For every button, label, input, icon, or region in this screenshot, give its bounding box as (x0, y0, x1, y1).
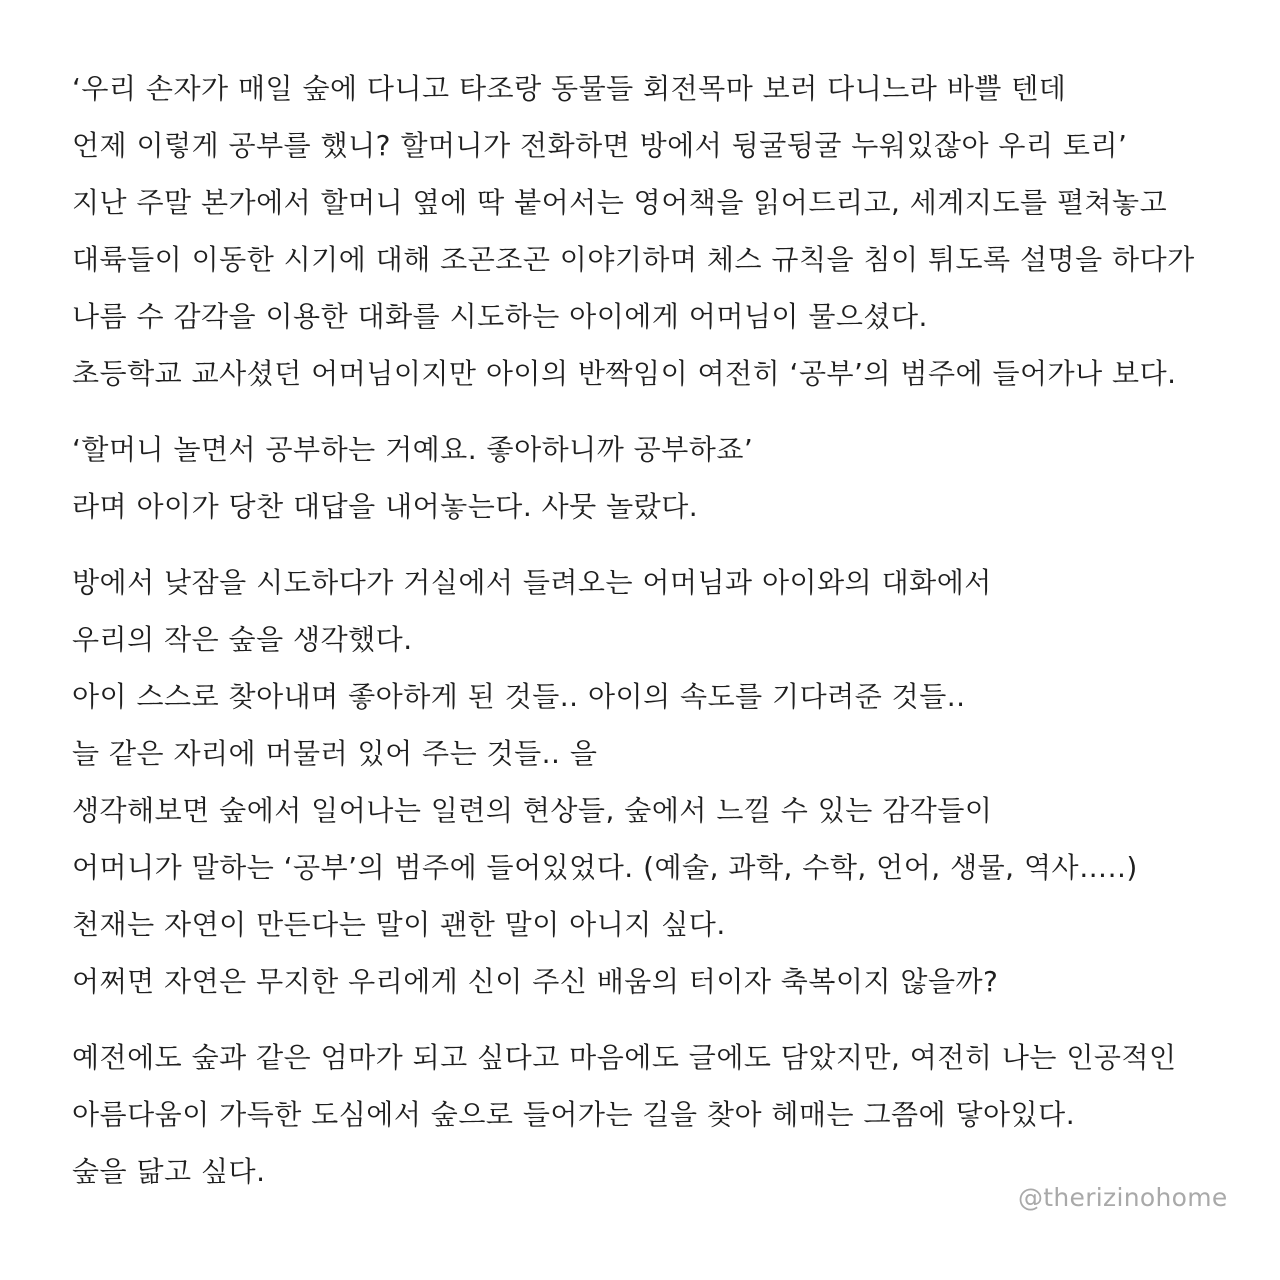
text-line: 라며 아이가 당찬 대답을 내어놓는다. 사뭇 놀랐다. (72, 490, 699, 523)
text-line: 예전에도 숲과 같은 엄마가 되고 싶다고 마음에도 글에도 담았지만, 여전히 나는 인공적인 (72, 1041, 1177, 1074)
text-line: 아름다움이 가득한 도심에서 숲으로 들어가는 길을 찾아 헤매는 그쯤에 닿아있다. (72, 1098, 1076, 1131)
paragraph-forest-reflection (72, 554, 1232, 1010)
text-line: 아이 스스로 찾아내며 좋아하게 된 것들.. 아이의 속도를 기다려준 것들.. (72, 680, 966, 713)
text-line: 천재는 자연이 만든다는 말이 괜한 말이 아니지 싶다. (72, 908, 726, 941)
text-line: ‘할머니 놀면서 공부하는 거예요. 좋아하니까 공부하죠’ (72, 433, 754, 466)
text-line: 나름 수 감각을 이용한 대화를 시도하는 아이에게 어머님이 물으셨다. (72, 300, 928, 333)
text-line: 어머니가 말하는 ‘공부’의 범주에 들어있었다. (예술, 과학, 수학, 언어, 생물, 역사…..) (72, 851, 1138, 884)
text-line: 지난 주말 본가에서 할머니 옆에 딱 붙어서는 영어책을 읽어드리고, 세계지도를 펼쳐놓고 (72, 186, 1168, 219)
text-line: 숲을 닮고 싶다. (72, 1155, 266, 1188)
text-line: 어쩌면 자연은 무지한 우리에게 신이 주신 배움의 터이자 축복이지 않을까? (72, 965, 999, 998)
paragraph-grandmother-question (72, 60, 1232, 402)
text-line: 초등학교 교사셨던 어머님이지만 아이의 반짝임이 여전히 ‘공부’의 범주에 들어가나 보다. (72, 357, 1177, 390)
watermark-handle: @therizinohome (1018, 1183, 1228, 1212)
paragraph-closing (72, 1029, 1232, 1200)
text-line: ‘우리 손자가 매일 숲에 다니고 타조랑 동물들 회전목마 보러 다니느라 바쁠 텐데 (72, 72, 1067, 105)
text-line: 생각해보면 숲에서 일어나는 일련의 현상들, 숲에서 느낄 수 있는 감각들이 (72, 794, 993, 827)
text-line: 언제 이렇게 공부를 했니? 할머니가 전화하면 방에서 뒹굴뒹굴 누워있잖아 우리 토리’ (72, 129, 1128, 162)
paragraph-child-answer (72, 421, 1232, 535)
text-line: 늘 같은 자리에 머물러 있어 주는 것들.. 을 (72, 737, 598, 770)
text-line: 방에서 낮잠을 시도하다가 거실에서 들려오는 어머님과 아이와의 대화에서 (72, 566, 992, 599)
text-line: 우리의 작은 숲을 생각했다. (72, 623, 413, 656)
text-line: 대륙들이 이동한 시기에 대해 조곤조곤 이야기하며 체스 규칙을 침이 튀도록 설명을 하다가 (72, 243, 1195, 276)
essay-body (72, 60, 1232, 1200)
